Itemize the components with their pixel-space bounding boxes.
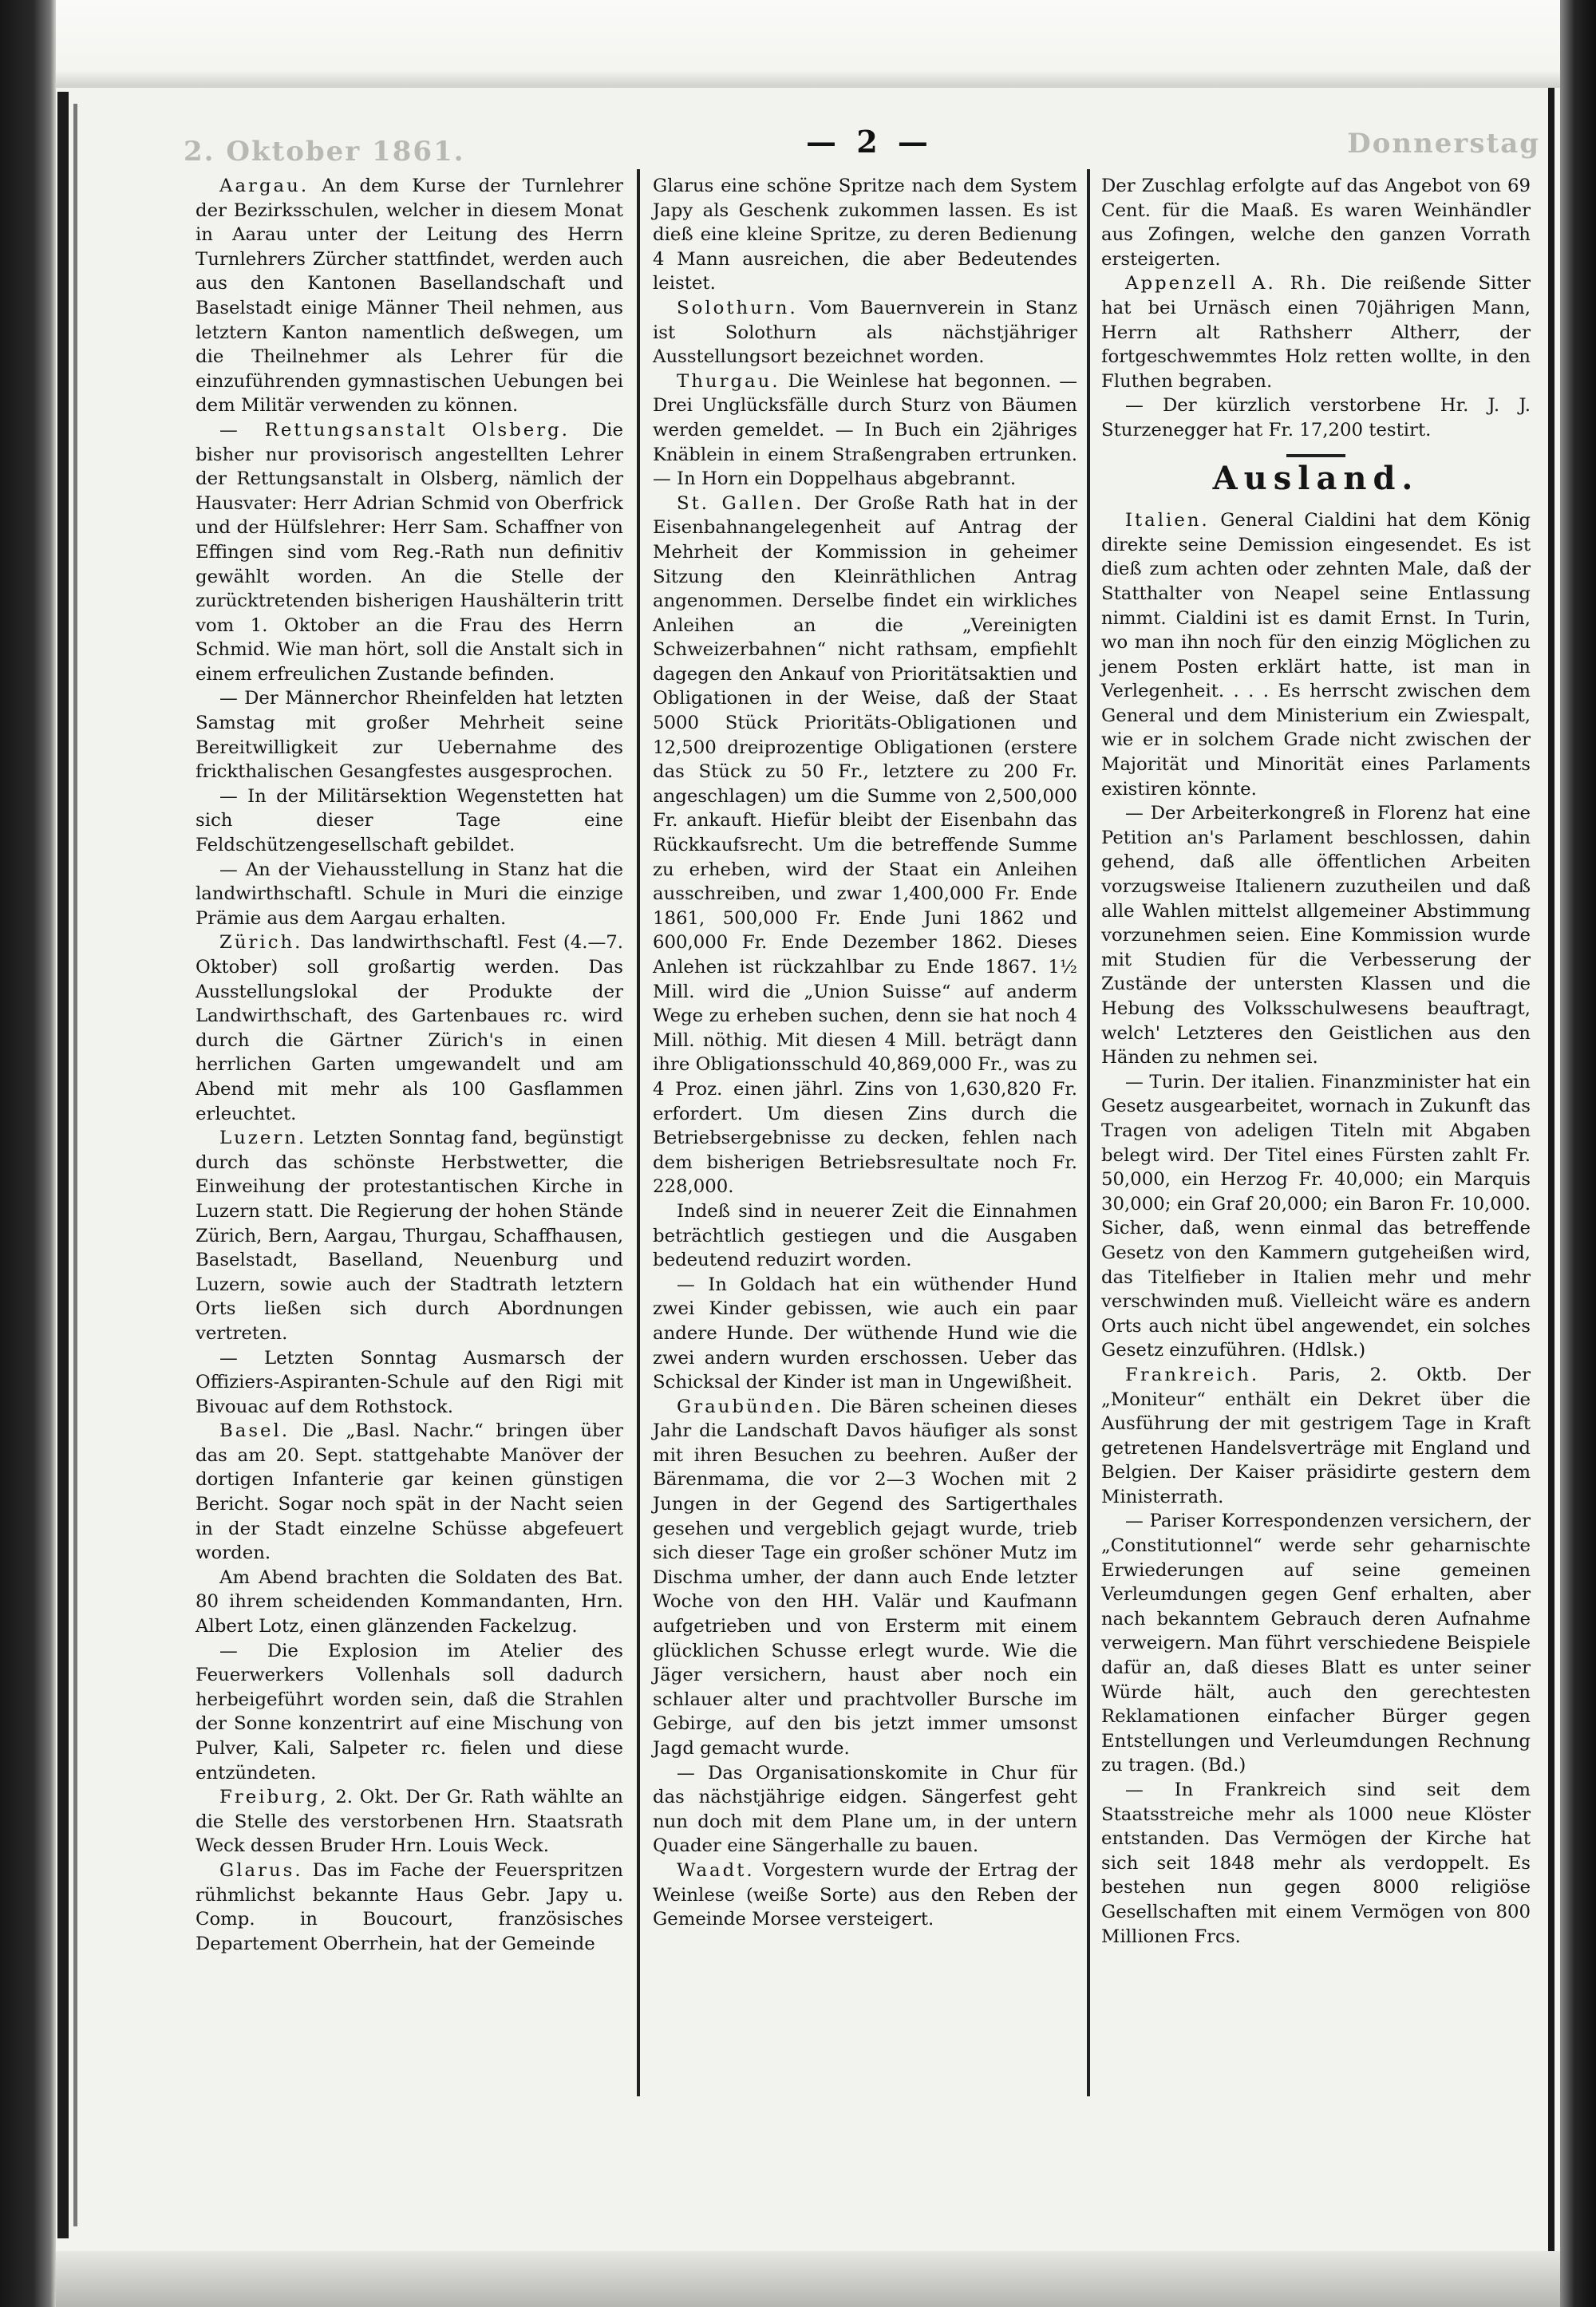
article-paragraph (1101, 174, 1531, 271)
article-text: — In der Militärsektion Wegenstetten hat sich dieser Tage eine Feldschützengesellschaft gebildet. (196, 785, 623, 856)
article-paragraph (196, 1785, 623, 1859)
article-paragraph (1101, 508, 1531, 801)
article-paragraph (196, 174, 623, 418)
article-paragraph (196, 1346, 623, 1420)
article-text: — Pariser Korrespondenzen versichern, der „Constitutionnel“ werde sehr geharnischte Erwiederungen auf seine gemeinen Verleumdungen gegen Genf erhalten, aber nach bekanntem Gebrauch deren Aufnahme verweigern. Man führt verschiedene Beispiele dafür an, daß dieses Blatt es unter seiner Würde hält, auch den gerechtesten Reklamationen einfacher Bürger gegen Entstellungen und Verleumdungen Rechnung zu tragen. (Bd.) (1101, 1511, 1531, 1776)
article-text: — Die Explosion im Atelier des Feuerwerkers Vollenhals soll dadurch herbeigeführt worden sein, daß die Strahlen der Sonne konzentrirt auf eine Mischung von Pulver, Kali, Salpeter rc. fielen und diese entzündeten. (196, 1640, 623, 1784)
article-paragraph (653, 369, 1077, 492)
column-rule-1 (637, 169, 640, 2096)
article-lead: Zürich. (219, 932, 303, 954)
article-paragraph (653, 296, 1077, 369)
article-paragraph (653, 1395, 1077, 1761)
article-lead: Graubünden. (677, 1396, 824, 1417)
scan-right-rule (1548, 0, 1555, 2307)
article-paragraph (1101, 1363, 1531, 1510)
article-text: — Der kürzlich verstorbene Hr. J. J. Sturzenegger hat Fr. 17,200 testirt. (1101, 395, 1531, 440)
article-text: General Cialdini hat dem König direkte seine Demission eingesendet. Es ist dieß zum achten oder zehnten Male, daß der Statthalter von Neapel seine Entlassung nimmt. Cialdini ist es damit Ernst. In Turin, wo man ihn noch für den einzig Möglichen zu jenem Posten erklärt hatte, ist man in Verlegenheit. . . . Es herrscht zwischen dem General und dem Ministerium ein Zwiespalt, wie er in solchem Grade nicht zwischen der Majorität und Minorität eines Parlaments existiren könnte. (1101, 510, 1531, 800)
section-heading: Ausland. (1212, 459, 1420, 497)
article-lead: Solothurn. (677, 297, 798, 318)
article-paragraph (1101, 393, 1531, 442)
article-paragraph (1101, 801, 1531, 1070)
article-lead: Italien. (1125, 510, 1210, 531)
article-text: Das landwirthschaftl. Fest (4.—7. Oktober) soll großartig werden. Das Ausstellungslokal der Produkte der Landwirthschaft, des Gartenbaues rc. wird durch die Gärtner Zürich's in einen herrlichen Garten umgewandelt und am Abend mit mehr als 100 Gasflammen erleuchtet. (196, 932, 624, 1124)
article-paragraph (653, 1761, 1077, 1859)
article-lead: Luzern. (219, 1128, 307, 1149)
article-paragraph (653, 1859, 1077, 1932)
scan-bottom-margin (56, 2251, 1560, 2307)
article-text: Die reißende Sitter hat bei Urnäsch einen 70jährigen Mann, Herrn alt Rathsherr Altherr, der fortgeschwemmtes Holz retten wollte, in den Fluthen begraben. (1101, 273, 1531, 392)
article-paragraph (653, 1199, 1077, 1273)
article-lead: Appenzell A. Rh. (1125, 273, 1329, 294)
article-text: Letzten Sonntag fand, begünstigt durch das schönste Herbstwetter, die Einweihung der protestantischen Kirche in Luzern statt. Die Regierung der hohen Stände Zürich, Bern, Aargau, Thurgau, Schaffhausen, Baselstadt, Baselland, Neuenburg und Luzern, sowie auch der Stadtrath letztern Orts ließen sich durch Abordnungen vertreten. (196, 1128, 623, 1344)
column-2 (653, 174, 1077, 1932)
article-text: Am Abend brachten die Soldaten des Bat. 80 ihrem scheidenden Kommandanten, Hrn. Albert Lotz, einen glänzenden Fackelzug. (196, 1566, 623, 1637)
article-paragraph (1101, 1509, 1531, 1778)
article-text: — An der Viehausstellung in Stanz hat die landwirthschaftl. Schule in Muri die einzige Prämie aus dem Aargau erhalten. (196, 859, 623, 929)
article-text: Die bisher nur provisorisch angestellten Lehrer der Rettungsanstalt in Olsberg, nämlich der Hausvater: Herr Adrian Schmid von Oberfrick und der Hülfslehrer: Herr Sam. Schaffner von Effingen sind vom Reg.-Rath nun definitiv gewählt worden. An die Stelle der zurücktretenden bisherigen Haushälterin tritt vom 1. Oktober an die Frau des Herrn Schmid. Wie man hört, soll die Anstalt sich in einem erfreulichen Zustande befinden. (196, 419, 624, 685)
article-lead: Waadt. (677, 1859, 755, 1881)
article-paragraph (196, 1419, 623, 1566)
scan-left-rule-inner (73, 104, 77, 2226)
column-rule-2 (1087, 169, 1090, 2096)
article-text: — Letzten Sonntag Ausmarsch der Offiziers-Aspiranten-Schule auf den Rigi mit Bivouac auf dem Rothstock. (196, 1347, 623, 1417)
article-text: Glarus eine schöne Spritze nach dem System Japy als Geschenk zukommen lassen. Es ist dieß eine kleine Spritze, zu deren Bedienung 4 Mann ausreichen, die aber Bedeutendes leistet. (653, 176, 1077, 294)
article-text: Die Bären scheinen dieses Jahr die Landschaft Davos häufiger als sonst mit ihren Besuchen zu beehren. Außer der Bärenmama, die vor 2—3 Wochen mit 2 Jungen in der Gegend des Sartigerthales gesehen und vergeblich gejagt wurde, trieb sich dieser Tage ein großer schöner Mutz im Dischma umher, der dann auch Ende letzter Woche von den HH. Valär und Kaufmann aufgetrieben und von Ersterm mit einem glücklichen Schusse erlegt wurde. Wie die Jäger versichern, haust aber noch ein schlauer alter und prachtvoller Bursche im Gebirge, auf den bis jetzt immer umsonst Jagd gemacht wurde. (653, 1396, 1077, 1759)
article-lead: St. Gallen. (677, 492, 804, 514)
article-text: Paris, 2. Oktb. Der „Moniteur“ enthält ein Dekret über die Ausführung der mit gestrigem Tage in Kraft getretenen Handelsverträge mit England und Belgien. Der Kaiser präsidirte gestern dem Ministerrath. (1101, 1364, 1531, 1507)
article-text: — Der Arbeiterkongreß in Florenz hat eine Petition an's Parlament beschlossen, dahin gehend, daß alle öffentlichen Arbeiten vorzugsweise Italienern zuzutheilen und daß alle Wahlen mittelst allgemeiner Abstimmung vorzunehmen seien. Eine Kommission wurde mit Studien für die Verbesserung der Zustände der untersten Klassen und die Hebung des Volksschulwesens beauftragt, welch' Letzteres den Geistlichen aus den Händen zu nehmen sei. (1101, 803, 1531, 1069)
article-paragraph (1101, 271, 1531, 393)
article-text: — In Goldach hat ein wüthender Hund zwei Kinder gebissen, wie auch ein paar andere Hunde. Der wüthende Hund wie die zwei andern wurden erschossen. Ueber das Schicksal der Kinder ist man in Ungewißheit. (653, 1274, 1077, 1393)
scan-right-edge (1560, 0, 1596, 2307)
article-text: Das im Fache der Feuerspritzen rühmlichst bekannte Haus Gebr. Japy u. Comp. in Boucourt, französisches Departement Oberrhein, hat der Gemeinde (196, 1859, 623, 1954)
article-lead: Basel. (219, 1420, 290, 1442)
article-lead: — Rettungsanstalt Olsberg. (219, 419, 570, 440)
article-text: Die „Basl. Nachr.“ bringen über das am 20. Sept. stattgehabte Manöver der dortigen Infanterie gar keinen günstigen Bericht. Sogar noch spät in der Nacht seien in der Stadt einzelne Schüsse abgefeuert worden. (196, 1420, 623, 1564)
article-paragraph (196, 418, 623, 687)
article-paragraph (1101, 1778, 1531, 1949)
article-lead: Aargau. (219, 176, 310, 196)
article-paragraph (196, 930, 623, 1126)
article-text: Der Zuschlag erfolgte auf das Angebot von 69 Cent. für die Maaß. Es waren Weinhändler aus Zofingen, welche den ganzen Vorrath ersteigerten. (1101, 176, 1531, 270)
article-text: — Der Männerchor Rheinfelden hat letzten Samstag mit großer Mehrheit seine Bereitwilligkeit zur Uebernahme des frickthalischen Gesangfestes ausgesprochen. (196, 688, 623, 783)
section-separator (1286, 454, 1345, 457)
article-text: — Turin. Der italien. Finanzminister hat ein Gesetz ausgearbeitet, wornach in Zukunft das Tragen von adeligen Titeln mit Abgaben belegt wird. Der Titel eines Fürsten zahlt Fr. 50,000, ein Herzog Fr. 40,000; ein Marquis 30,000; ein Graf 20,000; ein Baron Fr. 10,000. Sicher, daß, wenn einmal das betreffende Gesetz von den Kammern gutgeheißen wird, das Titelfieber in Italien mehr und mehr verschwinden muß. Vielleicht wäre es andern Orts auch nicht übel angewendet, ein solches Gesetz einzuführen. (Hdlsk.) (1101, 1071, 1531, 1361)
article-text: Vorgestern wurde der Ertrag der Weinlese (weiße Sorte) aus den Reben der Gemeinde Morsee versteigert. (653, 1859, 1078, 1930)
article-paragraph (196, 1859, 623, 1956)
article-paragraph (196, 784, 623, 858)
article-paragraph (196, 858, 623, 931)
column-3 (1101, 174, 1531, 1949)
page-number: — 2 — (806, 124, 933, 160)
article-lead: Freiburg, (219, 1787, 329, 1808)
scan-left-edge (0, 0, 56, 2307)
article-paragraph (196, 1126, 623, 1345)
article-text: — Das Organisationskomite in Chur für das nächstjährige eidgen. Sängerfest geht nun doch mit dem Plane um, in der untern Quader eine Sängerhalle zu bauen. (653, 1762, 1077, 1857)
article-lead: Thurgau. (677, 370, 780, 392)
article-text: Vom Bauernverein in Stanz ist Solothurn als nächstjähriger Ausstellungsort bezeichnet worden. (653, 297, 1077, 368)
article-paragraph (653, 492, 1077, 1199)
article-paragraph (1101, 1070, 1531, 1363)
article-text: — In Frankreich sind seit dem Staatsstreiche mehr als 1000 neue Klöster entstanden. Das Vermögen der Kirche hat sich seit 1848 mehr als verdoppelt. Es bestehen nun gegen 8000 religiöse Gesellschaften mit einem Vermögen von 800 Millionen Frcs. (1101, 1780, 1531, 1947)
article-paragraph (196, 686, 623, 784)
show-through-day: Donnerstag (1347, 128, 1540, 160)
scan-top-margin (56, 0, 1560, 88)
article-text: 2. Okt. Der Gr. Rath wählte an die Stelle des verstorbenen Hrn. Staatsrath Weck dessen Bruder Hrn. Louis Weck. (196, 1787, 623, 1857)
show-through-date: 2. Oktober 1861. (184, 136, 465, 168)
article-text: Indeß sind in neuerer Zeit die Einnahmen beträchtlich gestiegen und die Ausgaben bedeutend reduzirt worden. (653, 1200, 1077, 1271)
article-text: Die Weinlese hat begonnen. — Drei Unglücksfälle durch Sturz von Bäumen werden gemeldet. — In Buch ein 2jähriges Knäblein in einem Straßengraben ertrunken. — In Horn ein Doppelhaus abgebrannt. (653, 370, 1077, 490)
article-paragraph (196, 1566, 623, 1639)
article-text: Der Große Rath hat in der Eisenbahnangelegenheit auf Antrag der Mehrheit der Kommission in geheimer Sitzung den Kleinräthlichen Antrag angenommen. Derselbe findet ein wirkliches Anleihen an die „Vereinigten Schweizerbahnen“ nicht rathsam, empfiehlt dagegen den Ankauf von Prioritätsaktien und Obligationen in der Weise, daß der Staat 5000 Stück Prioritäts-Obligationen und 12,500 dreiprozentige Obligationen (erstere das Stück zu 50 Fr., letztere zu 200 Fr. angeschlagen) um die Summe von 2,500,000 Fr. ankauft. Hiefür bleibt der Eisenbahn das Rückkaufsrecht. Um die betreffende Summe zu erheben, wird der Staat ein Anleihen ausschreiben, und zwar 1,400,000 Fr. Ende 1861, 500,000 Fr. Ende Juni 1862 und 600,000 Fr. Ende Dezember 1862. Dieses Anlehen ist rückzahlbar zu Ende 1867. 1½ Mill. wird die „Union Suisse“ auf anderm Wege zu erheben suchen, denn sie hat noch 4 Mill. nöthig. Mit diesen 4 Mill. beträgt dann ihre Obligationsschuld 40,869,000 Fr., was zu 4 Proz. einen jährl. Zins von 1,630,820 Fr. erfordert. Um diesen Zins durch die Betriebsergebnisse zu decken, fehlen nach dem bisherigen Betriebsresultate noch Fr. 228,000. (653, 492, 1078, 1198)
article-paragraph (653, 1273, 1077, 1395)
article-paragraph (196, 1639, 623, 1786)
article-lead: Frankreich. (1125, 1364, 1260, 1385)
article-lead: Glarus. (219, 1859, 303, 1881)
article-text: An dem Kurse der Turnlehrer der Bezirksschulen, welcher in diesem Monat in Aarau unter der Leitung des Herrn Turnlehrers Zürcher stattfindet, werden auch aus den Kantonen Basellandschaft und Baselstadt einige Männer Theil nehmen, aus letztern Kanton namentlich deßwegen, um die Theilnehmer als Lehrer für die einzuführenden gymnastischen Uebungen bei dem Militär verwenden zu können. (196, 176, 623, 417)
column-1 (196, 174, 623, 1956)
scan-left-rule (57, 92, 69, 2238)
article-paragraph (653, 174, 1077, 296)
